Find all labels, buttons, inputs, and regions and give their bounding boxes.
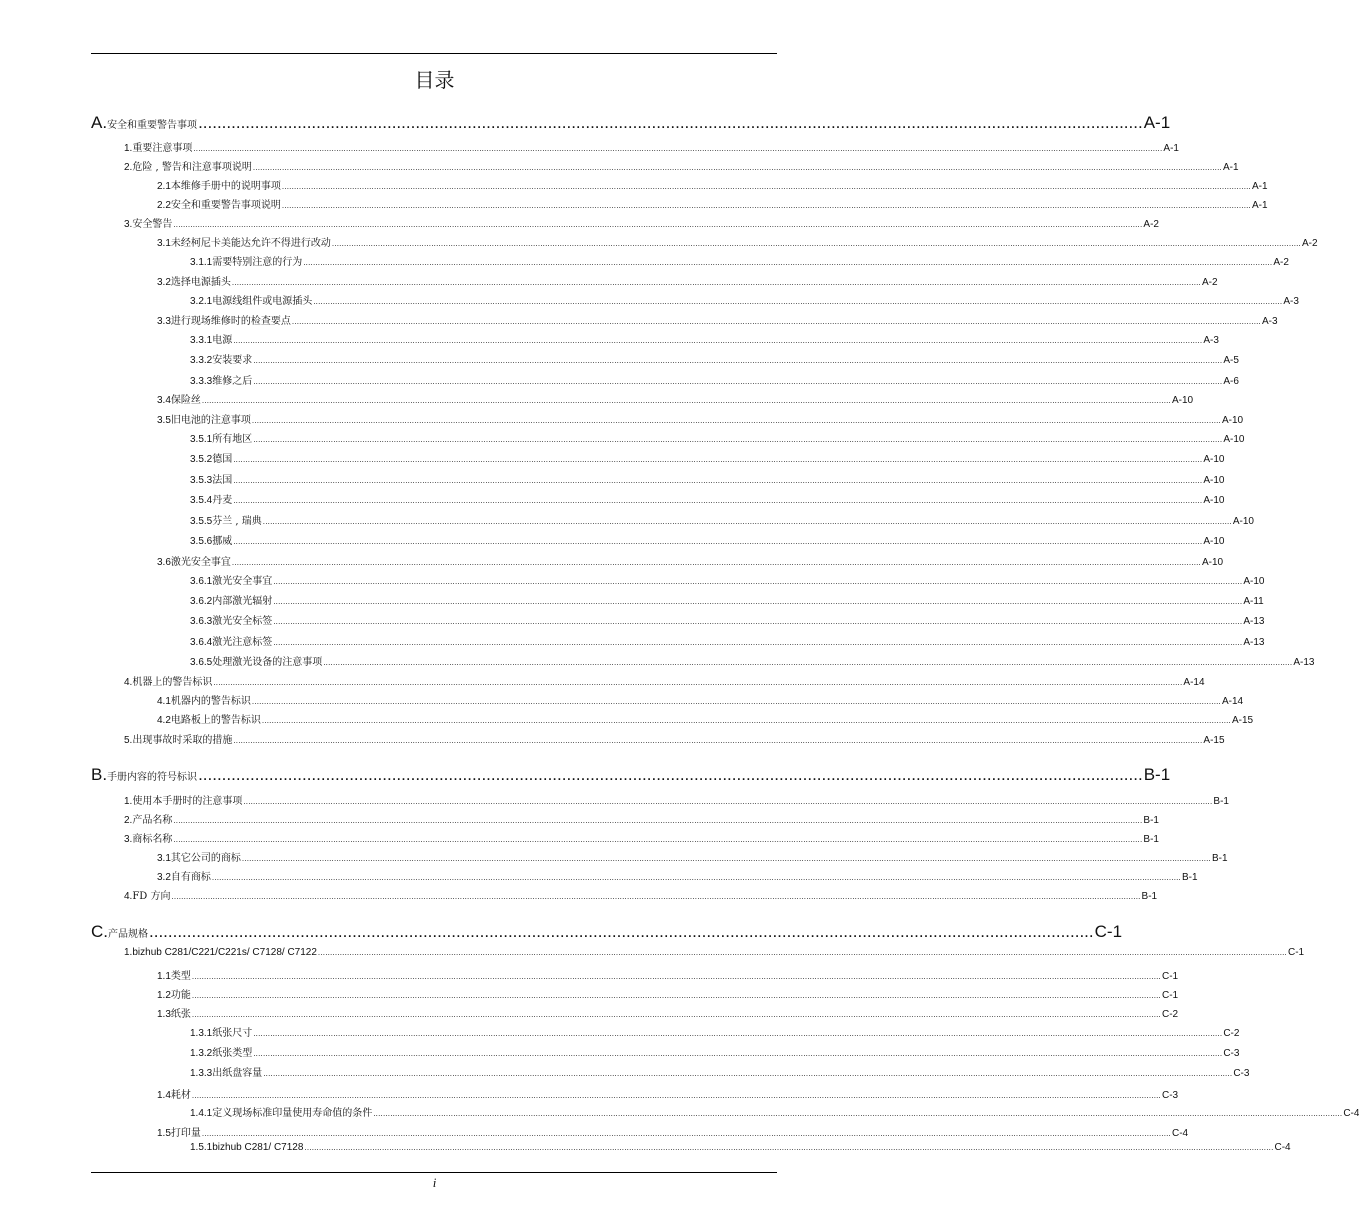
toc-entry-page: A-10 <box>1171 395 1194 406</box>
toc-entry-title: bizhub C281/C221/C221s/ C7128/ C7122 <box>132 947 317 958</box>
toc-entry[interactable] <box>124 887 1158 902</box>
toc-entry-page: A-2 <box>1273 257 1289 268</box>
toc-entry-number: 3.2 <box>157 277 171 288</box>
toc-entry-number: 5. <box>124 735 133 746</box>
toc-entry-number: 3.3 <box>157 316 171 327</box>
toc-entry[interactable] <box>124 139 1179 154</box>
toc-entry[interactable] <box>157 234 1318 249</box>
toc-entry-number: 1.3.1 <box>190 1028 213 1039</box>
dot-leader: ................................................................................................................................................................................................................................................................................................................................................................................................................ <box>323 658 1293 667</box>
toc-entry-title: 电源线组件或电源插头 <box>212 296 313 307</box>
toc-entry[interactable] <box>157 196 1268 211</box>
toc-entry[interactable] <box>190 430 1245 445</box>
toc-entry-title: 出纸盘容量 <box>212 1068 263 1079</box>
toc-entry-page: A-10 <box>1203 475 1225 486</box>
toc-entry-number: 3.2.1 <box>190 296 213 307</box>
toc-entry-page: C-2 <box>1161 1009 1179 1020</box>
dot-leader: ................................................................................................................................................................................................................................................................................................................................................................................................................ <box>233 455 1203 464</box>
toc-entry-number: 3.5.6 <box>190 536 213 547</box>
toc-entry-number: 3.5 <box>157 415 171 426</box>
toc-entry[interactable] <box>190 653 1315 668</box>
bottom-rule <box>91 1172 777 1173</box>
toc-entry-page: A-1 <box>1251 181 1268 192</box>
dot-leader: ................................................................................................................................................................................................................................................................................................................................................................................................................ <box>253 356 1223 365</box>
toc-entry-title: 选择电源插头 <box>170 277 231 288</box>
dot-leader: ................................................................................................................................................................................................................................................................................................................................................................................................................ <box>303 258 1273 267</box>
dot-leader: ................................................................................................................................................................................................................................................................................................................................................................................................................ <box>173 835 1143 844</box>
toc-entry-number: 3.1 <box>157 853 171 864</box>
toc-entry-number: 3.1.1 <box>190 257 213 268</box>
toc-entry-page: C-3 <box>1161 1090 1179 1101</box>
dot-leader: ................................................................................................................................................................................................................................................................................................................................................................................................................ <box>263 1069 1233 1078</box>
toc-entry[interactable] <box>124 215 1159 230</box>
toc-entry-title: 电源 <box>212 335 233 346</box>
toc-entry-title: 内部激光辐射 <box>212 596 273 607</box>
toc-entry[interactable] <box>157 1086 1179 1101</box>
toc-entry-number: 1.3.2 <box>190 1048 213 1059</box>
toc-entry-number: 1.5 <box>157 1128 171 1139</box>
toc-entry-number: A. <box>91 113 108 132</box>
toc-entry[interactable] <box>157 391 1194 406</box>
toc-entry-title: 进行现场维修时的检查要点 <box>170 316 291 327</box>
toc-entry-number: 3.6.3 <box>190 616 213 627</box>
toc-entry-page: A-10 <box>1203 454 1225 465</box>
toc-entry-page: C-3 <box>1233 1068 1250 1079</box>
toc-entry-title: 安全和重要警告事项 <box>107 120 198 131</box>
toc-entry-number: 2.2 <box>157 200 171 211</box>
toc-entry[interactable] <box>157 411 1244 426</box>
toc-entry-number: 4. <box>124 891 133 902</box>
toc-entry-title: 保险丝 <box>170 395 201 406</box>
dot-leader: ................................................................................................................................................................................................................................................................................................................................................................................................................ <box>191 1010 1161 1019</box>
toc-entry-title: 其它公司的商标 <box>170 853 241 864</box>
toc-entry-title: 未经柯尼卡美能达允许不得进行改动 <box>170 238 331 249</box>
toc-entry-page: A-13 <box>1243 616 1265 627</box>
toc-entry[interactable] <box>190 512 1254 527</box>
toc-entry[interactable] <box>91 113 1171 133</box>
dot-leader: ................................................................................................................................................................................................................................................................................................................................................................................................................ <box>313 297 1283 306</box>
toc-entry[interactable] <box>157 967 1179 982</box>
dot-leader: ................................................................................................................................................................................................................................................................................................................................................................................................................ <box>273 617 1243 626</box>
dot-leader: ................................................................................................................................................................................................................................................................................................................................................................................................................ <box>281 182 1251 191</box>
toc-entry[interactable] <box>190 1104 1359 1119</box>
dot-leader: ................................................................................................................................................................................................................................................................................................................................................................................................................ <box>213 678 1183 687</box>
toc-entry-title: 商标名称 <box>132 834 173 845</box>
toc-entry-page: C-1 <box>1094 922 1123 941</box>
dot-leader: ................................................................................................................................................................................................................................................................................................................................................................................................................ <box>233 537 1203 546</box>
toc-entry-title: 挪威 <box>212 536 233 547</box>
toc-entry-page: A-10 <box>1221 415 1244 426</box>
toc-entry[interactable] <box>190 292 1299 307</box>
toc-entry-page: C-4 <box>1171 1128 1189 1139</box>
toc-entry-page: A-10 <box>1223 434 1245 445</box>
dot-leader: ................................................................................................................................................................................................................................................................................................................................................................................................................ <box>191 991 1161 1000</box>
dot-leader: ........................................................................................................................................................................................................ <box>149 922 1094 941</box>
toc-entry[interactable] <box>190 1024 1240 1039</box>
toc-entry-page: C-3 <box>1223 1048 1240 1059</box>
dot-leader: ................................................................................................................................................................................................................................................................................................................................................................................................................ <box>201 396 1171 405</box>
dot-leader: ................................................................................................................................................................................................................................................................................................................................................................................................................ <box>373 1109 1343 1118</box>
toc-entry-page: A-1 <box>1251 200 1268 211</box>
toc-entry-title: 打印量 <box>170 1128 201 1139</box>
toc-entry-number: 1.5.1 <box>190 1142 213 1153</box>
toc-entry-page: A-1 <box>1163 143 1179 154</box>
toc-entry[interactable] <box>91 922 1123 942</box>
toc-entry-number: 3.3.3 <box>190 376 213 387</box>
dot-leader: ................................................................................................................................................................................................................................................................................................................................................................................................................ <box>193 144 1163 153</box>
toc-entry-number: 3. <box>124 834 133 845</box>
page-title: 目录 <box>414 68 455 92</box>
toc-entry-page: C-1 <box>1161 971 1179 982</box>
toc-entry-title: 法国 <box>212 475 233 486</box>
toc-entry-page: B-1 <box>1181 872 1198 883</box>
dot-leader: ................................................................................................................................................................................................................................................................................................................................................................................................................ <box>231 278 1201 287</box>
toc-entry-number: 3.3.2 <box>190 355 213 366</box>
toc-entry-page: B-1 <box>1143 765 1171 784</box>
toc-entry-page: A-2 <box>1143 219 1159 230</box>
toc-entry[interactable] <box>190 633 1265 648</box>
toc-entry-number: 1. <box>124 143 133 154</box>
dot-leader: ................................................................................................................................................................................................................................................................................................................................................................................................................ <box>317 948 1287 957</box>
toc-entry-title: bizhub C281/ C7128 <box>212 1142 304 1153</box>
toc-entry-title: 所有地区 <box>212 434 253 445</box>
dot-leader: ................................................................................................................................................................................................................................................................................................................................................................................................................ <box>273 577 1243 586</box>
toc-entry-title: 出现事故时采取的措施 <box>132 735 233 746</box>
dot-leader: ................................................................................................................................................................................................................................................................................................................................................................................................................ <box>251 697 1221 706</box>
toc-entry-number: C. <box>91 922 108 941</box>
toc-entry-title: 激光安全标签 <box>212 616 273 627</box>
toc-entry-title: 激光安全事宜 <box>212 576 273 587</box>
toc-entry-number: 3. <box>124 219 133 230</box>
dot-leader: ................................................................................................................................................................................................................................................................................................................................................................................................................ <box>173 816 1143 825</box>
toc-entry[interactable] <box>190 592 1264 607</box>
toc-entry-number: 1.1 <box>157 971 171 982</box>
toc-entry[interactable] <box>190 572 1265 587</box>
toc-entry[interactable] <box>190 471 1225 486</box>
toc-entry[interactable] <box>157 273 1218 288</box>
toc-entry-number: 1.2 <box>157 990 171 1001</box>
toc-entry-title: 处理激光设备的注意事项 <box>212 657 323 668</box>
toc-entry-title: 定义现场标准印量使用寿命值的条件 <box>212 1108 373 1119</box>
dot-leader: ................................................................................................................................................................................................................................................................................................................................................................................................................ <box>261 716 1231 725</box>
toc-entry-title: 纸张类型 <box>212 1048 253 1059</box>
toc-entry-title: 芬兰 , 瑞典 <box>212 516 262 527</box>
toc-entry-page: A-13 <box>1293 657 1315 668</box>
toc-entry-title: 自有商标 <box>170 872 211 883</box>
toc-entry-page: B-1 <box>1143 834 1159 845</box>
toc-entry-title: FD 方向 <box>132 891 171 902</box>
toc-entry-page: A-10 <box>1232 516 1254 527</box>
toc-entry-page: A-2 <box>1301 238 1318 249</box>
dot-leader: ........................................................................................................................................................................................................ <box>198 113 1143 132</box>
toc-entry[interactable] <box>157 711 1254 726</box>
toc-entry[interactable] <box>157 553 1224 568</box>
toc-entry-number: 1. <box>124 796 133 807</box>
toc-entry-page: A-15 <box>1203 735 1225 746</box>
toc-entry-title: 危险 , 警告和注意事项说明 <box>132 162 252 173</box>
toc-entry-title: 维修之后 <box>212 376 253 387</box>
toc-entry[interactable] <box>124 947 1305 960</box>
dot-leader: ................................................................................................................................................................................................................................................................................................................................................................................................................ <box>233 496 1203 505</box>
toc-entry-number: 4. <box>124 677 133 688</box>
toc-entry-page: C-1 <box>1161 990 1179 1001</box>
toc-entry-number: 1.4.1 <box>190 1108 213 1119</box>
toc-entry[interactable] <box>124 830 1159 845</box>
toc-entry-page: A-1 <box>1222 162 1239 173</box>
toc-entry-title: 手册内容的符号标识 <box>107 772 198 783</box>
dot-leader: ................................................................................................................................................................................................................................................................................................................................................................................................................ <box>173 220 1143 229</box>
toc-entry-number: 4.2 <box>157 715 171 726</box>
toc-entry[interactable] <box>190 532 1225 547</box>
toc-entry[interactable] <box>190 331 1219 346</box>
toc-entry-page: A-10 <box>1243 576 1265 587</box>
toc-entry-number: 3.6 <box>157 557 171 568</box>
toc-entry[interactable] <box>124 731 1225 746</box>
toc-entry-title: 激光安全事宜 <box>170 557 231 568</box>
toc-entry-page: A-15 <box>1231 715 1254 726</box>
toc-entry-number: 2.1 <box>157 181 171 192</box>
dot-leader: ................................................................................................................................................................................................................................................................................................................................................................................................................ <box>233 736 1203 745</box>
toc-entry-page: A-14 <box>1221 696 1244 707</box>
toc-entry-number: 3.3.1 <box>190 335 213 346</box>
toc-entry[interactable] <box>190 253 1289 268</box>
toc-entry-number: 1.4 <box>157 1090 171 1101</box>
toc-entry[interactable] <box>190 612 1265 627</box>
toc-entry-page: A-5 <box>1223 355 1239 366</box>
dot-leader: ................................................................................................................................................................................................................................................................................................................................................................................................................ <box>291 317 1261 326</box>
toc-entry[interactable] <box>124 792 1229 807</box>
toc-entry-page: A-2 <box>1201 277 1218 288</box>
toc-entry-title: 产品规格 <box>108 929 148 940</box>
toc-entry-page: C-2 <box>1223 1028 1240 1039</box>
toc-entry[interactable] <box>157 868 1198 883</box>
toc-entry[interactable] <box>190 1142 1291 1155</box>
toc-entry-number: 1.3.3 <box>190 1068 213 1079</box>
toc-entry[interactable] <box>157 312 1278 327</box>
toc-entry-number: 3.6.1 <box>190 576 213 587</box>
toc-entry-page: A-10 <box>1203 536 1225 547</box>
dot-leader: ................................................................................................................................................................................................................................................................................................................................................................................................................ <box>211 873 1181 882</box>
toc-entry-title: 纸张 <box>170 1009 191 1020</box>
toc-entry[interactable] <box>91 765 1171 785</box>
dot-leader: ................................................................................................................................................................................................................................................................................................................................................................................................................ <box>251 416 1221 425</box>
dot-leader: ................................................................................................................................................................................................................................................................................................................................................................................................................ <box>253 1029 1223 1038</box>
toc-entry-title: 安全和重要警告事项说明 <box>170 200 281 211</box>
toc-entry-title: 安装要求 <box>212 355 253 366</box>
toc-entry-title: 本维修手册中的说明事项 <box>170 181 281 192</box>
toc-entry-title: 功能 <box>170 990 191 1001</box>
toc-entry-page: A-3 <box>1283 296 1299 307</box>
dot-leader: ................................................................................................................................................................................................................................................................................................................................................................................................................ <box>171 892 1141 901</box>
toc-entry[interactable] <box>190 351 1239 366</box>
dot-leader: ................................................................................................................................................................................................................................................................................................................................................................................................................ <box>273 597 1243 606</box>
toc-entry[interactable] <box>190 491 1225 506</box>
toc-entry-page: B-1 <box>1213 796 1229 807</box>
toc-entry-title: 丹麦 <box>212 495 233 506</box>
toc-entry-page: B-1 <box>1143 815 1159 826</box>
toc-entry-number: 3.2 <box>157 872 171 883</box>
dot-leader: ................................................................................................................................................................................................................................................................................................................................................................................................................ <box>231 558 1201 567</box>
toc-entry-number: 3.5.1 <box>190 434 213 445</box>
toc-entry-page: C-4 <box>1274 1142 1291 1153</box>
toc-entry-page: A-10 <box>1201 557 1224 568</box>
toc-entry-number: 3.6.5 <box>190 657 213 668</box>
toc-entry-number: 4.1 <box>157 696 171 707</box>
toc-entry-page: B-1 <box>1141 891 1158 902</box>
dot-leader: ................................................................................................................................................................................................................................................................................................................................................................................................................ <box>253 1049 1223 1058</box>
dot-leader: ................................................................................................................................................................................................................................................................................................................................................................................................................ <box>253 435 1223 444</box>
dot-leader: ................................................................................................................................................................................................................................................................................................................................................................................................................ <box>241 854 1211 863</box>
toc-entry[interactable] <box>190 1064 1250 1079</box>
toc-entry-title: 纸张尺寸 <box>212 1028 253 1039</box>
toc-entry-page: A-10 <box>1203 495 1225 506</box>
toc-entry[interactable] <box>157 177 1268 192</box>
toc-entry-number: 3.4 <box>157 395 171 406</box>
toc-entry[interactable] <box>157 1005 1179 1020</box>
toc-entry-number: 3.5.2 <box>190 454 213 465</box>
toc-entry-number: 3.5.3 <box>190 475 213 486</box>
toc-entry-number: B. <box>91 765 108 784</box>
toc-entry-page: A-6 <box>1223 376 1239 387</box>
dot-leader: ................................................................................................................................................................................................................................................................................................................................................................................................................ <box>281 201 1251 210</box>
dot-leader: ................................................................................................................................................................................................................................................................................................................................................................................................................ <box>191 1091 1161 1100</box>
toc-entry-title: 旧电池的注意事项 <box>170 415 251 426</box>
toc-entry[interactable] <box>190 372 1239 387</box>
toc-entry-title: 安全警告 <box>132 219 173 230</box>
toc-entry-number: 3.5.5 <box>190 516 213 527</box>
dot-leader: ................................................................................................................................................................................................................................................................................................................................................................................................................ <box>233 336 1203 345</box>
toc-entry-number: 1.3 <box>157 1009 171 1020</box>
toc-entry-title: 机器内的警告标识 <box>170 696 251 707</box>
toc-entry[interactable] <box>124 673 1205 688</box>
dot-leader: ........................................................................................................................................................................................................ <box>198 765 1143 784</box>
toc-entry-number: 3.1 <box>157 238 171 249</box>
toc-entry[interactable] <box>157 1124 1189 1139</box>
toc-entry-page: A-3 <box>1203 335 1219 346</box>
toc-entry-number: 1. <box>124 947 133 958</box>
toc-entry-number: 2. <box>124 815 133 826</box>
toc-entry-title: 机器上的警告标识 <box>132 677 213 688</box>
dot-leader: ................................................................................................................................................................................................................................................................................................................................................................................................................ <box>243 797 1213 806</box>
toc-entry-number: 3.6.2 <box>190 596 213 607</box>
dot-leader: ................................................................................................................................................................................................................................................................................................................................................................................................................ <box>233 476 1203 485</box>
toc-entry[interactable] <box>124 811 1159 826</box>
page-number: i <box>432 1175 437 1190</box>
toc-entry[interactable] <box>124 158 1239 173</box>
toc-entry-title: 耗材 <box>170 1090 191 1101</box>
toc-entry-page: A-3 <box>1261 316 1278 327</box>
toc-entry-title: 激光注意标签 <box>212 637 273 648</box>
toc-entry[interactable] <box>190 450 1225 465</box>
toc-entry-page: A-13 <box>1243 637 1265 648</box>
toc-entry-page: B-1 <box>1211 853 1228 864</box>
toc-entry-number: 2. <box>124 162 133 173</box>
toc-entry-page: A-14 <box>1183 677 1205 688</box>
toc-entry[interactable] <box>157 692 1244 707</box>
dot-leader: ................................................................................................................................................................................................................................................................................................................................................................................................................ <box>273 638 1243 647</box>
toc-entry-title: 类型 <box>170 971 191 982</box>
toc-entry-title: 德国 <box>212 454 233 465</box>
toc-entry-page: C-1 <box>1287 947 1305 958</box>
toc-entry-title: 使用本手册时的注意事项 <box>132 796 243 807</box>
dot-leader: ................................................................................................................................................................................................................................................................................................................................................................................................................ <box>262 517 1232 526</box>
toc-entry[interactable] <box>157 986 1179 1001</box>
toc-entry-number: 3.5.4 <box>190 495 213 506</box>
dot-leader: ................................................................................................................................................................................................................................................................................................................................................................................................................ <box>331 239 1301 248</box>
dot-leader: ................................................................................................................................................................................................................................................................................................................................................................................................................ <box>191 972 1161 981</box>
toc-entry-title: 产品名称 <box>132 815 173 826</box>
toc-entry-page: A-1 <box>1143 113 1171 132</box>
toc-entry-number: 3.6.4 <box>190 637 213 648</box>
toc-entry-page: C-4 <box>1343 1108 1359 1119</box>
dot-leader: ................................................................................................................................................................................................................................................................................................................................................................................................................ <box>253 377 1223 386</box>
toc-entry-title: 重要注意事项 <box>132 143 193 154</box>
dot-leader: ................................................................................................................................................................................................................................................................................................................................................................................................................ <box>201 1129 1171 1138</box>
toc-entry-title: 电路板上的警告标识 <box>170 715 261 726</box>
dot-leader: ................................................................................................................................................................................................................................................................................................................................................................................................................ <box>252 163 1222 172</box>
dot-leader: ................................................................................................................................................................................................................................................................................................................................................................................................................ <box>304 1143 1274 1152</box>
toc-entry-title: 需要特别注意的行为 <box>212 257 303 268</box>
toc-entry[interactable] <box>190 1044 1240 1059</box>
toc-entry[interactable] <box>157 849 1228 864</box>
toc-entry-page: A-11 <box>1243 596 1264 607</box>
